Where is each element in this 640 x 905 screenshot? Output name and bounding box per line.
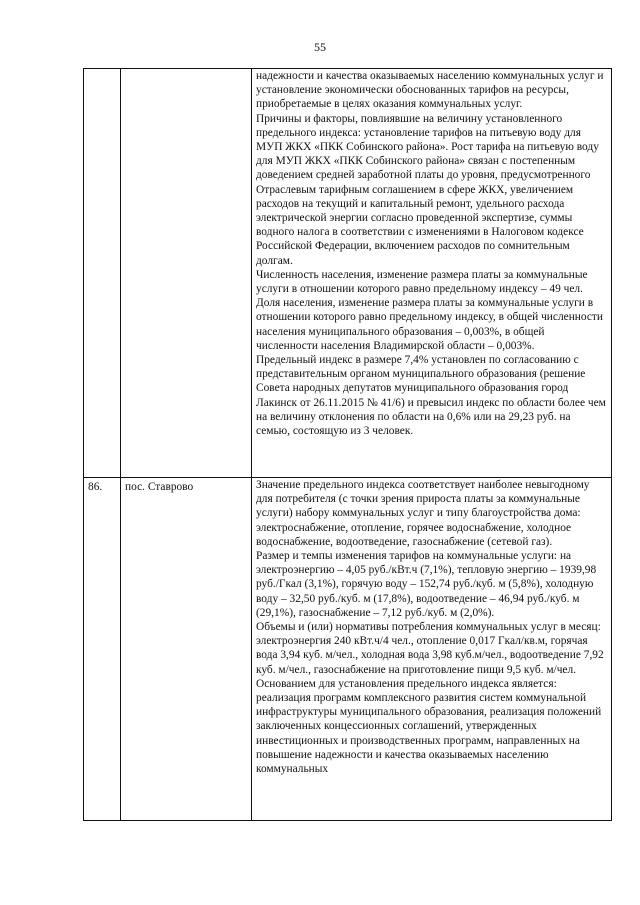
paragraph: надежности и качества оказываемых населению коммунальных услуг и установление экономически обоснованных тарифов на ресурсы, приобретаемые в целях оказания коммунальных услуг. bbox=[256, 70, 604, 111]
data-table bbox=[83, 68, 612, 821]
row-description bbox=[252, 478, 612, 821]
page-number: 55 bbox=[314, 40, 326, 54]
paragraph: Предельный индекс в размере 7,4% установлен по согласованию с представительным органом муниципального образования (решение Совета народных депутатов муниципального образования город Лакинск от 26.11.2015 № 41/6) и превысил индекс по области более чем на величину отклонения по области на 0,6% или на 29,23 руб. на семью, состоящую из 3 человек. bbox=[256, 354, 606, 438]
settlement-name: пос. Ставрово bbox=[121, 478, 252, 821]
table-row bbox=[84, 478, 612, 821]
paragraph: Объемы и (или) нормативы потребления коммунальных услуг в месяц: электроэнергия 240 кВт.ч/4 чел., отопление 0,017 Гкал/кв.м, горячая вода 3,94 куб. м/чел., холодная вода 3,98 куб.м/чел., водоотведение 7,92 куб. м/чел., газоснабжение на приготовление пищи 9,5 куб. м/чел. bbox=[256, 621, 604, 676]
paragraph: Основанием для установления предельного индекса является: реализация программ комплексного развития систем коммунальной инфраструктуры муниципального образования, реализация положений заключенных концессионных соглашений, утвержденных инвестиционных и производственных программ, направленных на повышение надежности и качества оказываемых населению коммунальных bbox=[256, 677, 602, 776]
row-number bbox=[84, 69, 121, 478]
settlement-name bbox=[121, 69, 252, 478]
row-description bbox=[252, 69, 612, 478]
row-number: 86. bbox=[84, 478, 121, 821]
paragraph: Значение предельного индекса соответствует наиболее невыгодному для потребителя (с точки зрения прироста платы за коммунальные услуги) набору коммунальных услуг и типу благоустройства дома: электроснабжение, отопление, горячее водоснабжение, холодное водоснабжение, водоотведение, газоснабжение (сетевой газ). bbox=[256, 479, 590, 548]
table-row bbox=[84, 69, 612, 478]
paragraph: Численность населения, изменение размера платы за коммунальные услуги в отношении которого равно предельному индексу – 49 чел. bbox=[256, 268, 588, 296]
paragraph: Причины и факторы, повлиявшие на величину установленного предельного индекса: установление тарифов на питьевую воду для МУП ЖКХ «ПКК Собинского района». Рост тарифа на питьевую воду для МУП ЖКХ «ПКК Собинского района» связан с постепенным доведением средней заработной платы до уровня, предусмотренного Отраслевым тарифным соглашением в сфере ЖКХ, увеличением расходов на текущий и капитальный ремонт, удельного расхода электрической энергии согласно проведенной экспертизе, суммы водного налога в соответствии с изменениями в Налоговом кодексе Российской Федерации, включением расходов по сомнительным долгам. bbox=[256, 112, 599, 267]
paragraph: Размер и темпы изменения тарифов на коммунальные услуги: на электроэнергию – 4,05 руб./кВт.ч (7,1%), тепловую энергию – 1939,98 руб./Гкал (3,1%), горячую воду – 152,74 руб./куб. м (5,8%), холодную воду – 32,50 руб./куб. м (17,8%), водоотведение – 46,94 руб./куб. м (29,1%), газоснабжение – 7,12 руб./куб. м (2,0%). bbox=[256, 550, 597, 619]
paragraph: Доля населения, изменение размера платы за коммунальные услуги в отношении которого равно предельному индексу, в общей численности населения муниципального образования – 0,003%, в общей численности населения Владимирской области – 0,003%. bbox=[256, 297, 603, 352]
